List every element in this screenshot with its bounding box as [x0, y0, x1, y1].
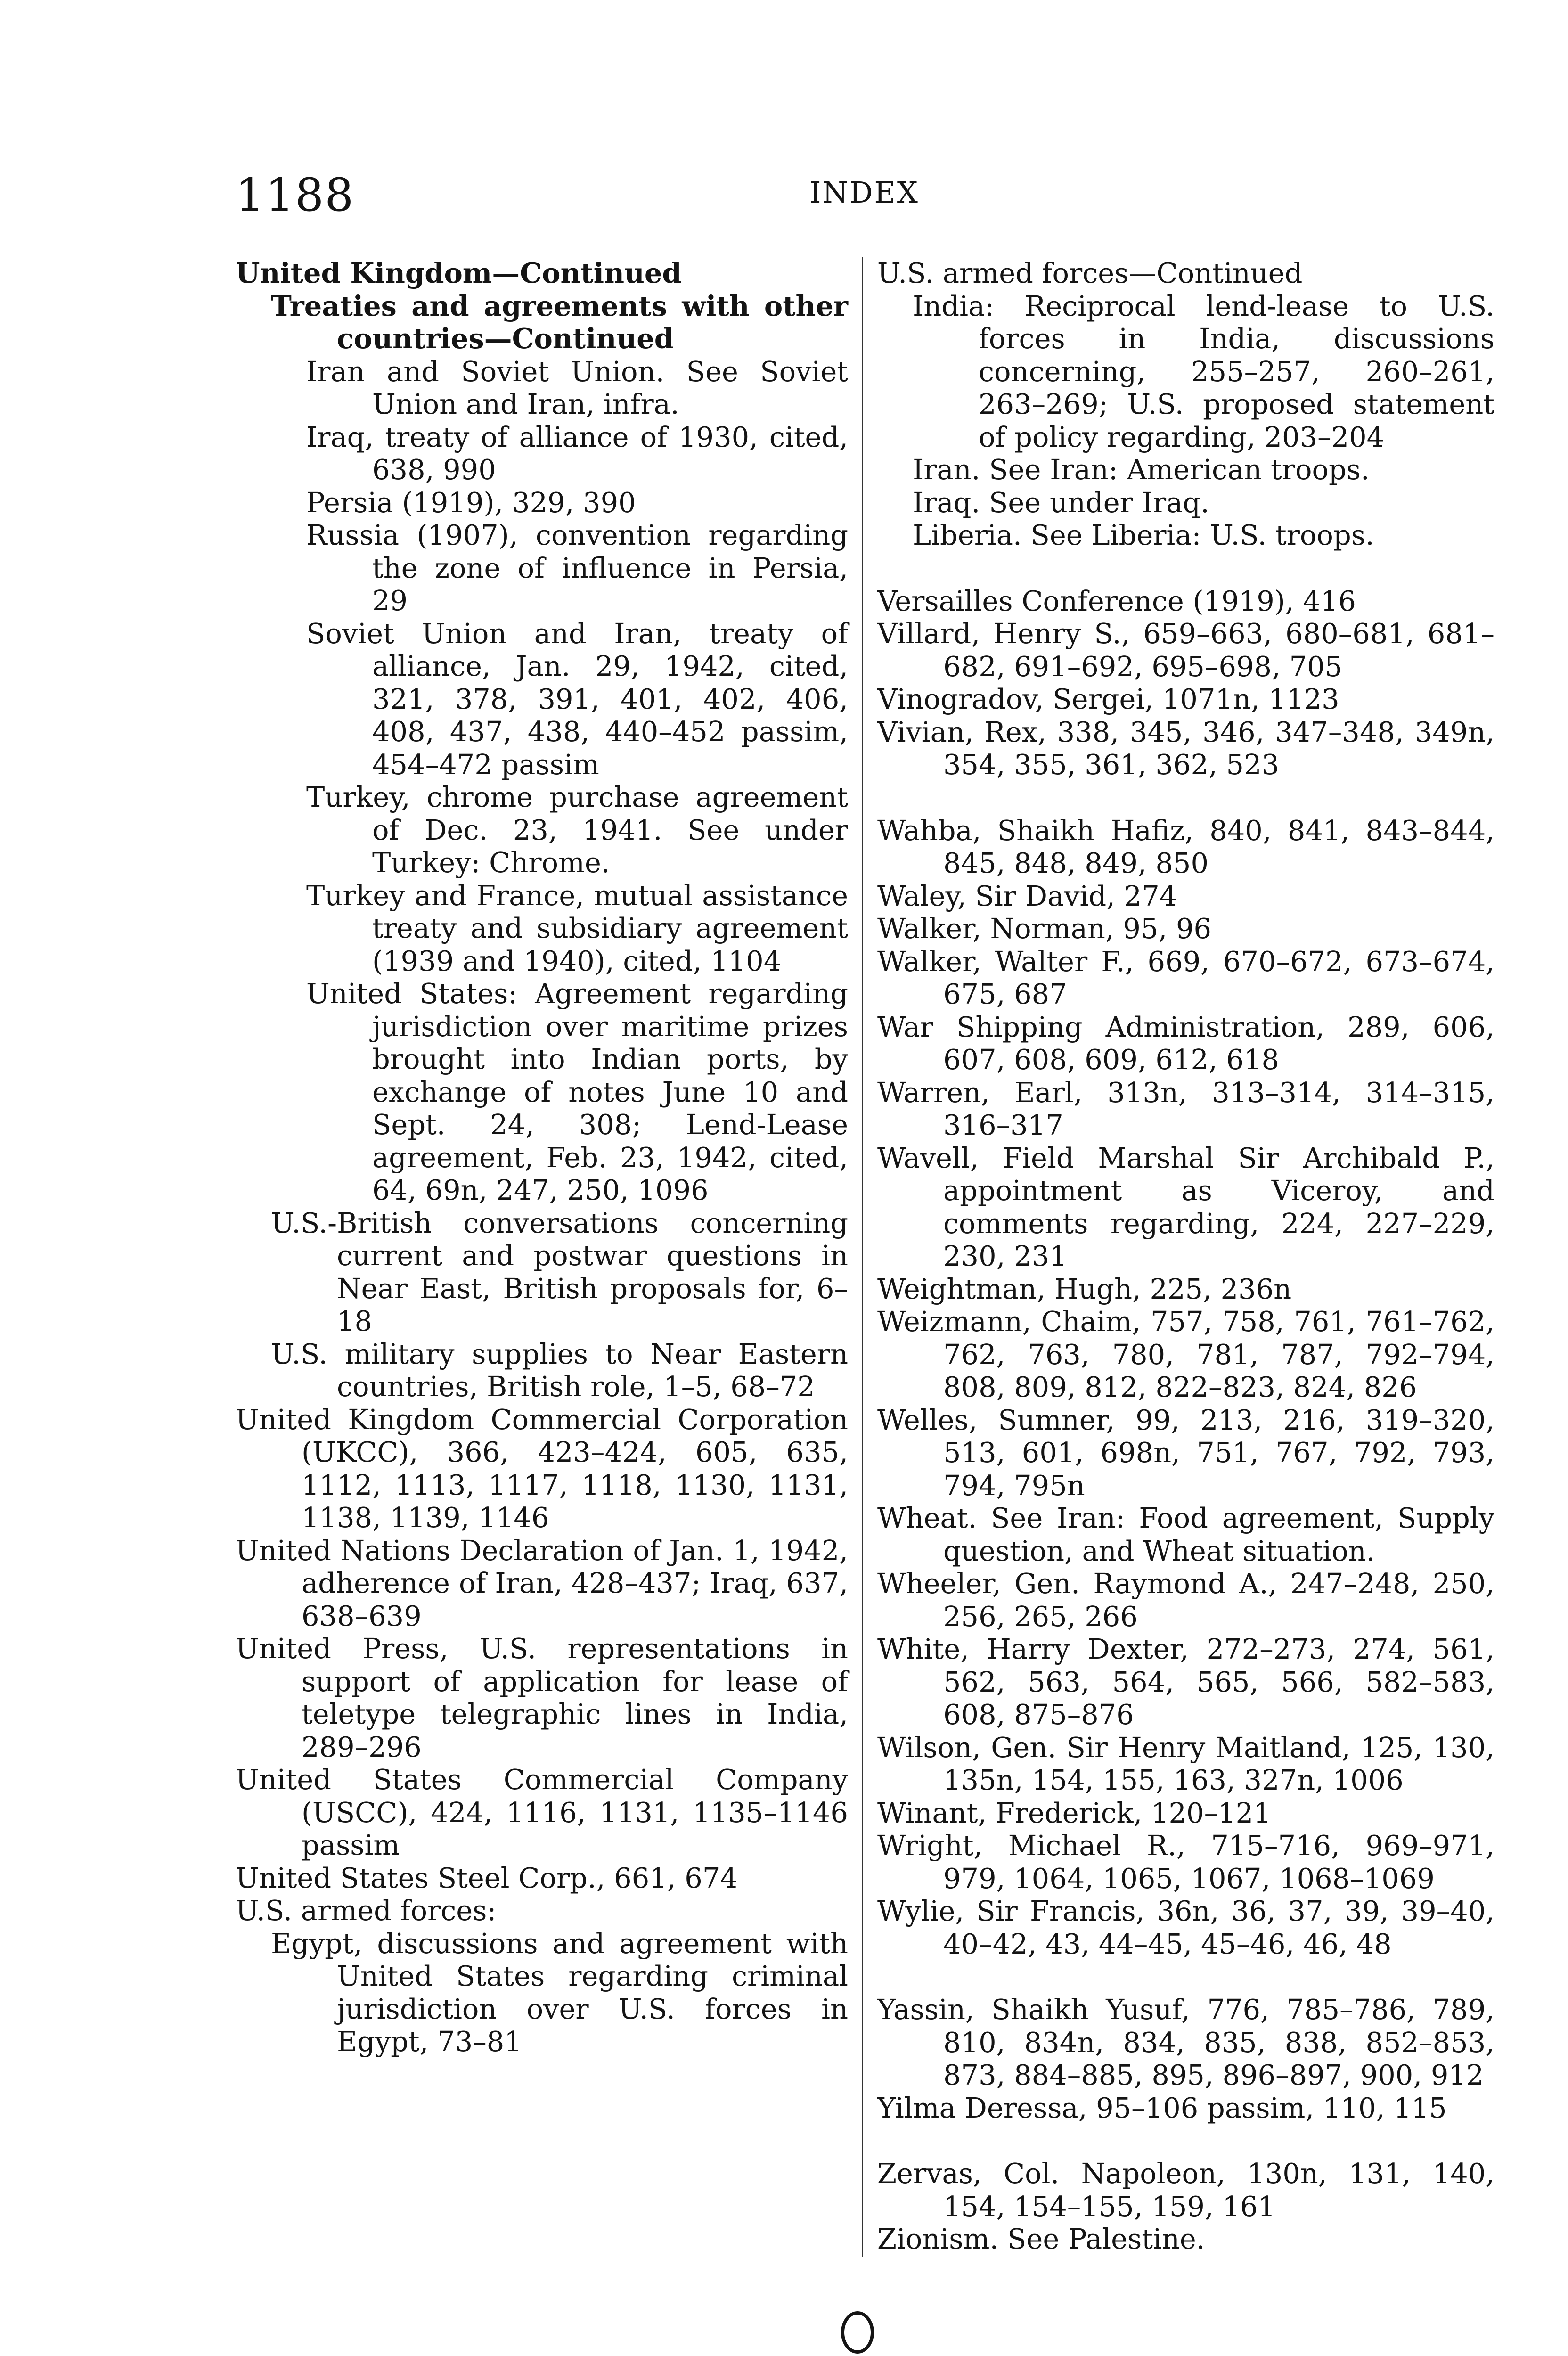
index-entry: U.S.-British conversations concerning current and postwar questions in Near East, British proposals for, 6–18	[271, 1206, 848, 1337]
index-entry: U.S. military supplies to Near Eastern countries, British role, 1–5, 68–72	[271, 1337, 848, 1403]
page-number: 1188	[236, 169, 355, 221]
index-entry: Weightman, Hugh, 225, 236n	[877, 1272, 1292, 1305]
index-entry: Weizmann, Chaim, 757, 758, 761, 761–762, 762, 763, 780, 781, 787, 792–794, 808, 809, 812, 822–823, 824, 826	[877, 1305, 1494, 1403]
running-head: INDEX	[809, 175, 919, 210]
index-entry: Yilma Deressa, 95–106 passim, 110, 115	[877, 2091, 1447, 2124]
index-entry: Winant, Frederick, 120–121	[877, 1796, 1271, 1829]
index-entry: Versailles Conference (1919), 416	[877, 584, 1356, 617]
index-entry: Vinogradov, Sergei, 1071n, 1123	[877, 683, 1339, 715]
index-entry: Wheat. See Iran: Food agreement, Supply question, and Wheat situation.	[877, 1502, 1494, 1567]
index-entry: Wheeler, Gen. Raymond A., 247–248, 250, 256, 265, 266	[877, 1567, 1494, 1633]
index-entry: Zervas, Col. Napoleon, 130n, 131, 140, 154, 154–155, 159, 161	[877, 2157, 1494, 2223]
index-entry: Iraq, treaty of alliance of 1930, cited, 638, 990	[306, 420, 848, 486]
index-entry: Russia (1907), convention regarding the zone of influence in Persia, 29	[306, 519, 848, 617]
index-entry: Wylie, Sir Francis, 36n, 36, 37, 39, 39–40, 40–42, 43, 44–45, 45–46, 46, 48	[877, 1895, 1494, 1960]
index-entry: Yassin, Shaikh Yusuf, 776, 785–786, 789, 810, 834n, 834, 835, 838, 852–853, 873, 884–885, 895, 896–897, 900, 912	[877, 1993, 1494, 2091]
index-entry: U.S. armed forces:	[236, 1894, 497, 1927]
index-entry: Wilson, Gen. Sir Henry Maitland, 125, 130, 135n, 154, 155, 163, 327n, 1006	[877, 1731, 1494, 1796]
index-entry: United Kingdom—Continued	[236, 257, 682, 289]
index-entry: Persia (1919), 329, 390	[306, 486, 636, 519]
index-entry: War Shipping Administration, 289, 606, 607, 608, 609, 612, 618	[877, 1010, 1494, 1076]
index-entry: Welles, Sumner, 99, 213, 216, 319–320, 513, 601, 698n, 751, 767, 792, 793, 794, 795n	[877, 1403, 1494, 1502]
index-entry: Villard, Henry S., 659–663, 680–681, 681–682, 691–692, 695–698, 705	[877, 617, 1494, 683]
index-entry: India: Reciprocal lend-lease to U.S. forces in India, discussions concerning, 255–257, 260–261, 263–269; U.S. proposed statement of policy regarding, 203–204	[913, 289, 1494, 453]
index-entry: Zionism. See Palestine.	[877, 2223, 1205, 2255]
index-entry: Iraq. See under Iraq.	[913, 486, 1209, 519]
index-entry: Vivian, Rex, 338, 345, 346, 347–348, 349n, 354, 355, 361, 362, 523	[877, 715, 1494, 781]
index-entry: Turkey, chrome purchase agreement of Dec. 23, 1941. See under Turkey: Chrome.	[306, 781, 848, 879]
index-entry: Soviet Union and Iran, treaty of alliance, Jan. 29, 1942, cited, 321, 378, 391, 401, 402, 406, 408, 437, 438, 440–452 passim, 454–472 passim	[306, 617, 848, 781]
index-entry: Wright, Michael R., 715–716, 969–971, 979, 1064, 1065, 1067, 1068–1069	[877, 1829, 1494, 1895]
index-entry: United States Commercial Company (USCC), 424, 1116, 1131, 1135–1146 passim	[236, 1763, 848, 1861]
end-of-index-mark	[841, 2311, 874, 2354]
index-entry: Turkey and France, mutual assistance treaty and subsidiary agreement (1939 and 1940), cited, 1104	[306, 879, 848, 977]
index-entry: Iran. See Iran: American troops.	[913, 453, 1370, 486]
index-column-left	[236, 257, 848, 2058]
index-entry: Walker, Norman, 95, 96	[877, 912, 1212, 945]
index-entry: United Nations Declaration of Jan. 1, 1942, adherence of Iran, 428–437; Iraq, 637, 638–639	[236, 1534, 848, 1632]
index-entry: United Press, U.S. representations in support of application for lease of teletype telegraphic lines in India, 289–296	[236, 1632, 848, 1763]
index-entry: Warren, Earl, 313n, 313–314, 314–315, 316–317	[877, 1076, 1494, 1141]
index-entry: Iran and Soviet Union. See Soviet Union and Iran, infra.	[306, 355, 848, 420]
index-entry: United Kingdom Commercial Corporation (UKCC), 366, 423–424, 605, 635, 1112, 1113, 1117, 1118, 1130, 1131, 1138, 1139, 1146	[236, 1403, 848, 1534]
index-entry: Wavell, Field Marshal Sir Archibald P., appointment as Viceroy, and comments regarding, 224, 227–229, 230, 231	[877, 1141, 1494, 1272]
index-entry: Walker, Walter F., 669, 670–672, 673–674, 675, 687	[877, 945, 1494, 1010]
index-entry: Egypt, discussions and agreement with United States regarding criminal jurisdiction over U.S. forces in Egypt, 73–81	[271, 1927, 848, 2058]
column-divider	[862, 257, 863, 2257]
index-entry: White, Harry Dexter, 272–273, 274, 561, 562, 563, 564, 565, 566, 582–583, 608, 875–876	[877, 1633, 1494, 1731]
index-column-right	[877, 257, 1494, 2256]
index-entry: Treaties and agreements with other countries—Continued	[271, 289, 848, 355]
index-entry: United States Steel Corp., 661, 674	[236, 1861, 738, 1894]
index-entry: Wahba, Shaikh Hafiz, 840, 841, 843–844, 845, 848, 849, 850	[877, 814, 1494, 879]
index-entry: U.S. armed forces—Continued	[877, 257, 1303, 289]
index-entry: United States: Agreement regarding jurisdiction over maritime prizes brought into Indian ports, by exchange of notes June 10 and Sept. 24, 308; Lend-Lease agreement, Feb. 23, 1942, cited, 64, 69n, 247, 250, 1096	[306, 977, 848, 1206]
index-entry: Waley, Sir David, 274	[877, 879, 1177, 912]
index-entry: Liberia. See Liberia: U.S. troops.	[913, 519, 1374, 551]
